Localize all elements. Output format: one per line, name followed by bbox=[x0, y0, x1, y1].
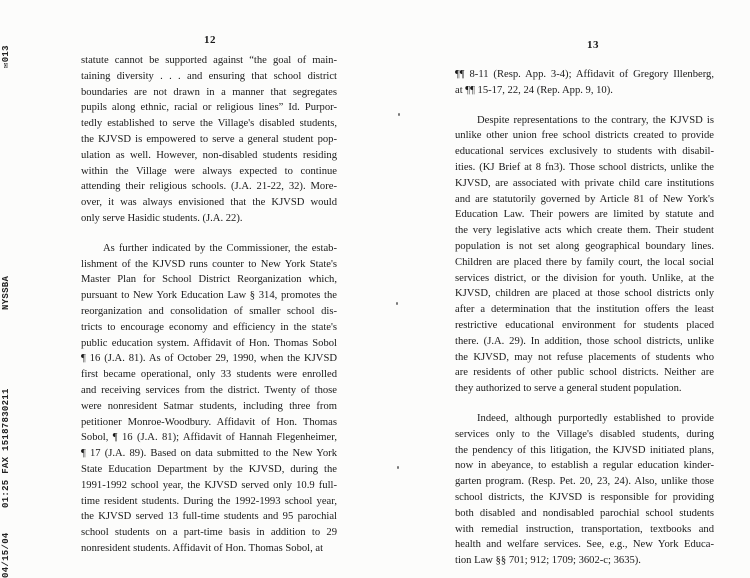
text-line: KJVSD, children are placed at those school districts only bbox=[455, 288, 714, 300]
text-line: KJVSD, are associated with private child care institutions bbox=[455, 177, 714, 189]
fax-page-code-number: 013 bbox=[1, 45, 11, 63]
paragraph-gap bbox=[455, 397, 714, 411]
text-line: time resident students. During the 1992-1993 school year, bbox=[81, 495, 337, 507]
text-line: tricts to encourage economy and efficiency in the state's bbox=[81, 321, 337, 333]
text-line: Children are placed there by family court, the local social bbox=[455, 256, 714, 268]
text-line: Sobol, ¶ 16 (J.A. 81); Affidavit of Hannah Flegenheimer, bbox=[81, 432, 337, 444]
text-line: within the Village were always expected to continue bbox=[81, 165, 337, 177]
text-line: and are statutorily governed by Article 81 of New York's bbox=[455, 193, 714, 205]
text-line: only serve Hasidic students. (J.A. 22). bbox=[81, 212, 243, 224]
text-line: ulation as well. However, non-disabled students residing bbox=[81, 149, 337, 161]
fax-sender: NYSSBA bbox=[1, 275, 11, 310]
text-line: Master Plan for School District Reorganization which, bbox=[81, 274, 337, 286]
scan-speck bbox=[396, 302, 398, 305]
text-line: pupils along ethnic, racial or religious lines” Id. Purpor- bbox=[81, 102, 337, 114]
text-line: taining diversity . . . and ensuring that school district bbox=[81, 70, 337, 82]
text-line: both disabled and nondisabled parochial school students bbox=[455, 507, 714, 519]
text-line: statute cannot be supported against “the goal of main- bbox=[81, 55, 337, 66]
text-line: at ¶¶ 15-17, 22, 24 (Rep. App. 9, 10). bbox=[455, 84, 613, 96]
text-line: were nonresident Satmar students, including three from bbox=[81, 400, 337, 412]
text-line: public education system. Affidavit of Hon. Thomas Sobol bbox=[81, 337, 337, 349]
right-page-text bbox=[455, 67, 714, 569]
text-line: garten program. (Resp. Pet. 20, 23, 24). Also, unlike those bbox=[455, 476, 714, 488]
text-line: pursuant to New York Education Law § 314, promotes the bbox=[81, 290, 337, 302]
text-line: Indeed, although purportedly established to provide bbox=[477, 412, 714, 424]
right-page-number: 13 bbox=[587, 39, 599, 51]
text-line: services only to the Village's disabled students, during bbox=[455, 428, 714, 440]
text-line: they authorized to serve a general student population. bbox=[455, 383, 682, 395]
text-line: nonresident students. Affidavit of Hon. Thomas Sobol, at bbox=[81, 542, 324, 554]
left-page-number: 12 bbox=[204, 34, 216, 46]
text-line: the very legislative acts which create them. Their student bbox=[455, 225, 714, 237]
paragraph-gap bbox=[455, 99, 714, 113]
text-line: and receiving services from the district. Twenty of those bbox=[81, 384, 337, 396]
text-line: Despite representations to the contrary, the KJVSD is bbox=[477, 114, 714, 126]
text-line: ¶¶ 8-11 (Resp. App. 3-4); Affidavit of Gregory Illenberg, bbox=[455, 69, 714, 80]
text-line: tion Law §§ 701; 912; 1709; 3602-c; 3635). bbox=[455, 555, 641, 567]
text-line: educational services exclusively to students with disabil- bbox=[455, 146, 714, 158]
text-line: with remedial instruction, transportation, textbooks and bbox=[455, 523, 714, 535]
text-line: population is not set along geographical boundary lines. bbox=[455, 240, 714, 252]
text-line: ¶ 16 (J.A. 81). As of October 29, 1990, when the KJVSD bbox=[81, 353, 337, 365]
text-line: first became operational, only 33 students were enrolled bbox=[81, 369, 337, 381]
text-line: over, it was always envisioned that the KJVSD would bbox=[81, 197, 337, 209]
text-line: lishment of the KJVSD runs counter to New York State's bbox=[81, 258, 337, 270]
text-line: Education Law. Their powers are limited by statute and bbox=[455, 209, 714, 221]
text-line: are residents of other public school districts. Neither are bbox=[455, 367, 714, 379]
text-line: services district, or the division for youth. Unlike, at the bbox=[455, 272, 714, 284]
text-line: the KJVSD, may not refuse placements of students who bbox=[455, 351, 714, 363]
text-line: school districts, the KJVSD is responsible for providing bbox=[455, 491, 714, 503]
scan-speck bbox=[397, 466, 399, 469]
text-line: health and welfare services. See, e.g., New York Educa- bbox=[455, 539, 714, 551]
text-line: ities. (KJ Brief at 8 fn3). Those school districts, unlike the bbox=[455, 161, 714, 173]
fax-time-number: 01:25 FAX 15187830211 bbox=[1, 388, 11, 508]
text-line: tedly established to serve the Village's disabled students, bbox=[81, 118, 337, 130]
text-line: ¶ 17 (J.A. 89). Based on data submitted to the New York bbox=[81, 448, 337, 460]
text-line: after a determination that the institution offers the least bbox=[455, 304, 714, 316]
text-line: the KJVSD served 13 full-time students and 95 parochial bbox=[81, 511, 337, 523]
text-line: attending their religious schools. (J.A. 21-22, 32). More- bbox=[81, 181, 337, 193]
fax-page-code: ✉013 bbox=[1, 45, 11, 68]
text-line: State Education Department by the KJVSD, during the bbox=[81, 463, 337, 475]
text-line: restrictive educational environment for students placed bbox=[455, 319, 714, 331]
fax-date: 04/15/04 bbox=[1, 532, 11, 578]
text-line: now in abeyance, to establish a regular education kinder- bbox=[455, 460, 714, 472]
text-line: school students on a part-time basis in addition to 29 bbox=[81, 527, 337, 539]
left-page-text bbox=[81, 53, 337, 557]
text-line: the KJVSD is empowered to serve a general student pop- bbox=[81, 133, 337, 145]
text-line: petitioner Monroe-Woodbury. Affidavit of Hon. Thomas bbox=[81, 416, 337, 428]
text-line: the pendency of this litigation, the KJVSD initiated plans, bbox=[455, 444, 714, 456]
scan-speck bbox=[398, 113, 400, 116]
paragraph-gap bbox=[81, 227, 337, 241]
text-line: As further indicated by the Commissioner, the estab- bbox=[103, 242, 337, 254]
text-line: boundaries are not drawn in a manner that segregates bbox=[81, 86, 337, 98]
text-line: unlike other union free school districts created to provide bbox=[455, 130, 714, 142]
fax-header bbox=[1, 38, 15, 578]
text-line: reorganization and consolidation of smaller school dis- bbox=[81, 305, 337, 317]
text-line: 1991-1992 school year, the KJVSD served only 10.9 full- bbox=[81, 479, 337, 491]
text-line: there. (J.A. 29). In addition, those school districts, unlike bbox=[455, 335, 714, 347]
